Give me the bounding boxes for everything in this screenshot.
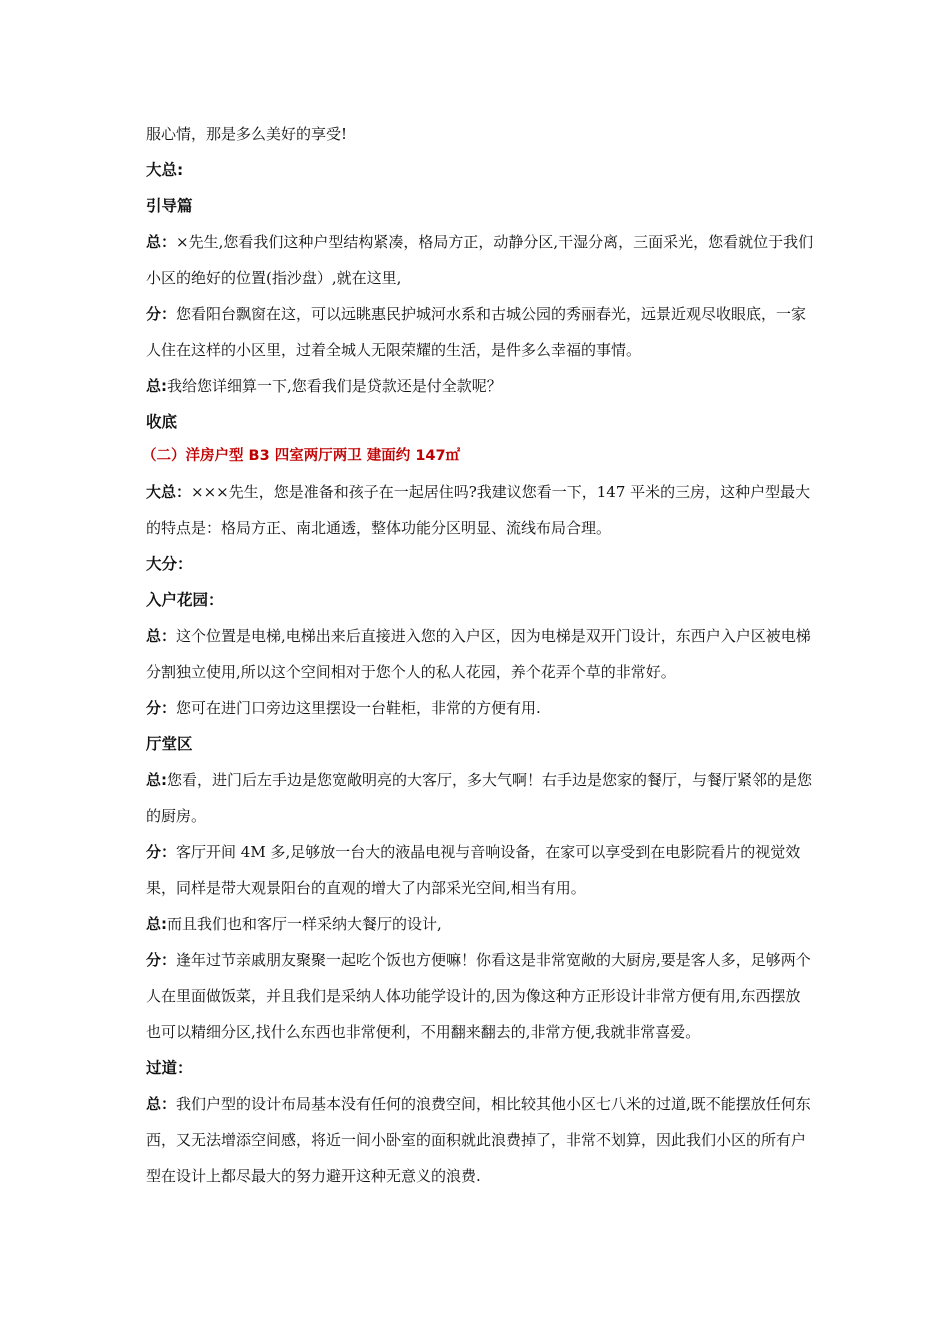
paragraph-label: 分： (146, 843, 177, 861)
paragraph-label: 总: (146, 915, 167, 933)
paragraph-label: 总： (146, 233, 177, 251)
paragraph-label: 分： (146, 951, 177, 969)
paragraph: 服心情，那是多么美好的享受! (146, 125, 348, 143)
paragraph-label: 总： (146, 627, 177, 645)
paragraph: 总:您看，进门后左手边是您宽敞明亮的大客厅，多大气啊！右手边是您家的餐厅，与餐厅紧邻的是您的厨房。 (146, 771, 813, 825)
paragraph: 总：这个位置是电梯,电梯出来后直接进入您的入户区，因为电梯是双开门设计，东西户入户区被电梯分割独立使用,所以这个空间相对于您个人的私人花园，养个花弄个草的非常好。 (146, 627, 811, 681)
paragraph-label: 总: (146, 377, 167, 395)
paragraph: 总：我们户型的设计布局基本没有任何的浪费空间，相比较其他小区七八米的过道,既不能摆放任何东西，又无法增添空间感，将近一间小卧室的面积就此浪费掉了，非常不划算，因此我们小区的所有户型在设计上都尽最大的努力避开这种无意义的浪费. (146, 1095, 811, 1185)
paragraph: 总:我给您详细算一下,您看我们是贷款还是付全款呢？ (146, 377, 502, 395)
paragraph: 分：您可在进门口旁边这里摆设一台鞋柜，非常的方便有用. (146, 699, 541, 717)
heading-yindao: 引导篇 (146, 197, 193, 215)
paragraph-label: 总： (146, 1095, 177, 1113)
heading-shoudi: 收底 (146, 413, 178, 431)
heading-dafen: 大分： (146, 555, 193, 573)
paragraph: 分：客厅开间 4M 多,足够放一台大的液晶电视与音响设备，在家可以享受到在电影院看片的视觉效果，同样是带大观景阳台的直观的增大了内部采光空间,相当有用。 (146, 843, 801, 897)
paragraph: 总：×先生,您看我们这种户型结构紧凑，格局方正，动静分区,干湿分离，三面采光，您看就位于我们小区的绝好的位置(指沙盘）,就在这里, (146, 233, 814, 287)
paragraph-label: 分： (146, 699, 177, 717)
heading-guodao: 过道： (146, 1059, 193, 1077)
paragraph: 分：您看阳台飘窗在这，可以远眺惠民护城河水系和古城公园的秀丽春光，远景近观尽收眼底，一家人住在这样的小区里，过着全城人无限荣耀的生活，是件多么幸福的事情。 (146, 305, 807, 359)
paragraph-label: 大总： (146, 483, 192, 501)
paragraph-label: 总: (146, 771, 167, 789)
paragraph: 分：逢年过节亲戚朋友聚聚一起吃个饭也方便嘛！你看这是非常宽敞的大厨房,要是客人多，足够两个人在里面做饭菜，并且我们是采纳人体功能学设计的,因为像这种方正形设计非常方便有用,东西摆放也可以精细分区,找什么东西也非常便利，不用翻来翻去的,非常方便,我就非常喜爱。 (146, 951, 811, 1041)
heading-ruhu: 入户花园： (146, 591, 224, 609)
section-title-red: （二）洋房户型 B3 四室两厅两卫 建面约 147㎡ (142, 448, 461, 464)
paragraph: 总:而且我们也和客厅一样采纳大餐厅的设计, (146, 915, 442, 933)
document-body (142, 116, 814, 1194)
paragraph-label: 分： (146, 305, 177, 323)
paragraph: 大总：×××先生，您是准备和孩子在一起居住吗?我建议您看一下，147 平米的三房，这种户型最大的特点是：格局方正、南北通透，整体功能分区明显、流线布局合理。 (146, 483, 811, 537)
heading-dazong: 大总: (146, 161, 184, 179)
heading-tingtang: 厅堂区 (146, 735, 193, 753)
